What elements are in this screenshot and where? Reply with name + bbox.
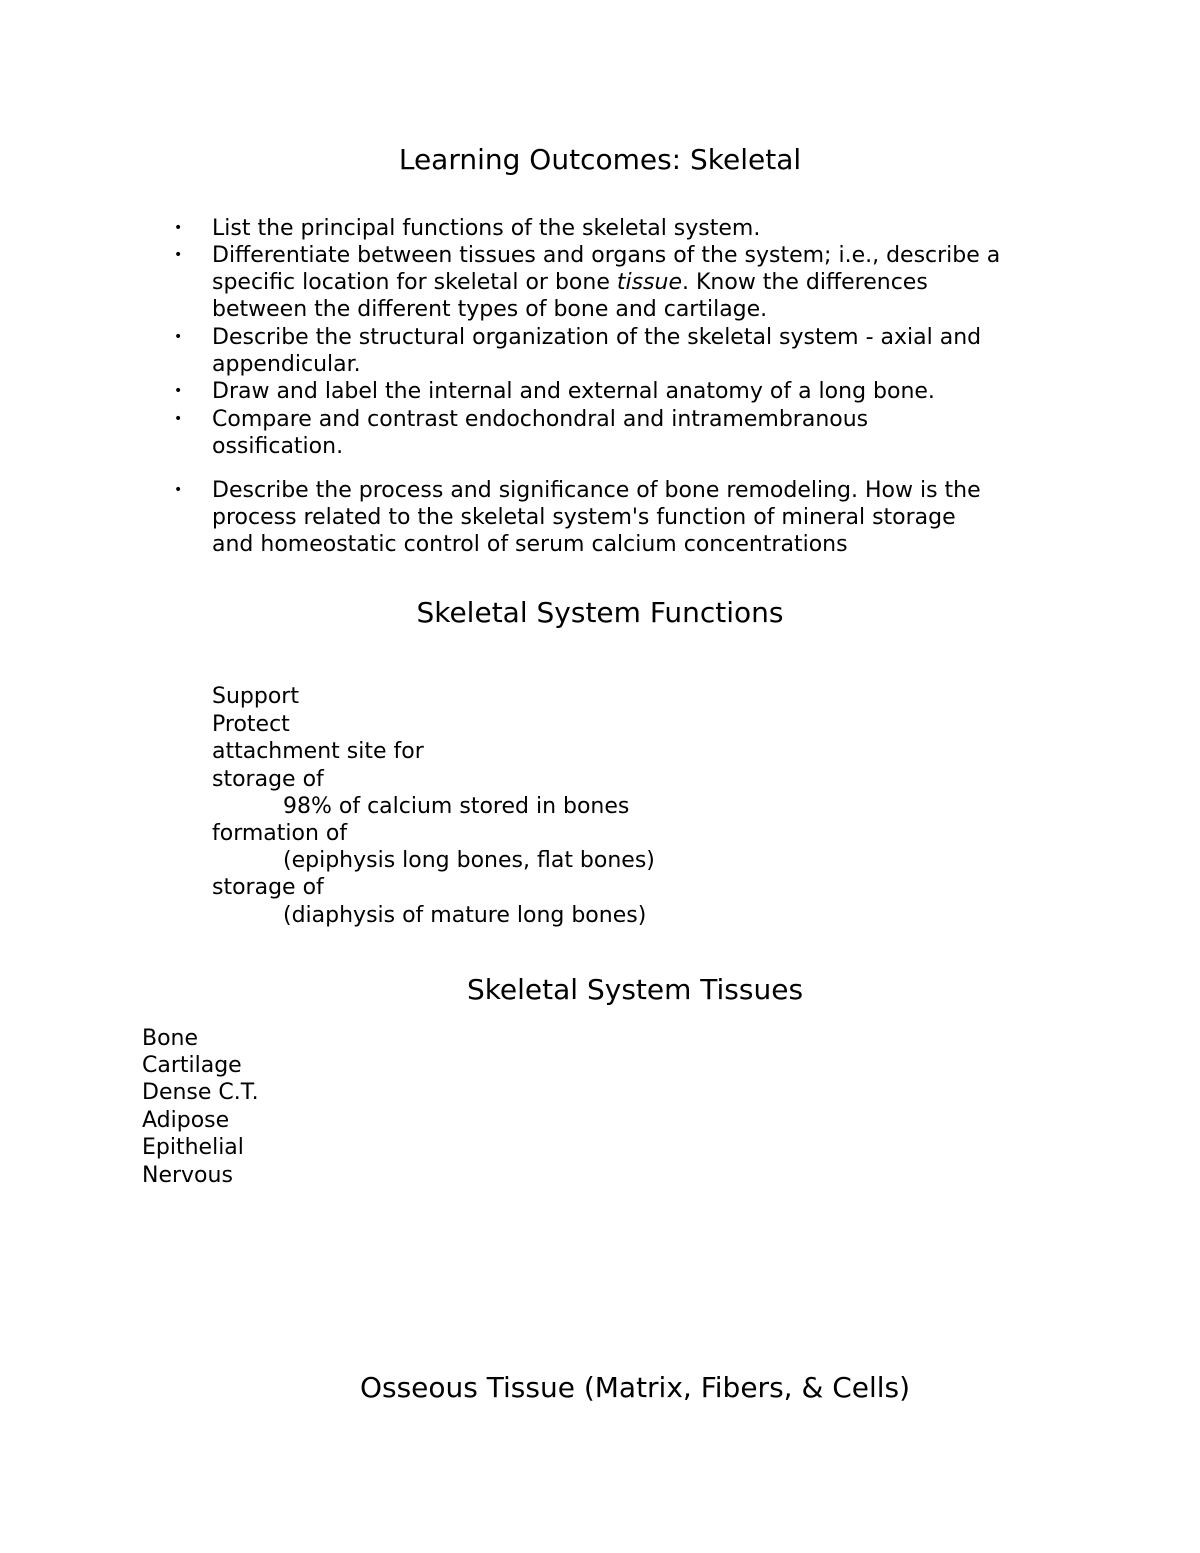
outcome-4-line-1: Draw and label the internal and external anatomy of a long bone.	[212, 379, 935, 404]
function-storage-1: storage of	[212, 767, 324, 792]
tissue-nervous: Nervous	[142, 1163, 233, 1188]
function-attachment: attachment site for	[212, 739, 424, 764]
outcome-5-line-2: ossification.	[212, 434, 344, 459]
outcome-2-line-2	[212, 269, 928, 296]
outcome-2-line-1: Differentiate between tissues and organs of the system; i.e., describe a	[212, 243, 1001, 268]
bullet-3: •	[174, 329, 183, 345]
function-diaphysis-note: (diaphysis of mature long bones)	[283, 903, 647, 928]
outcome-6-line-3: and homeostatic control of serum calcium concentrations	[212, 532, 848, 557]
tissue-cartilage: Cartilage	[142, 1053, 242, 1078]
bullet-2: •	[174, 247, 183, 263]
tissue-dense-ct: Dense C.T.	[142, 1080, 259, 1105]
outcome-2-italic-word: tissue	[616, 270, 682, 295]
outcome-1-line-1: List the principal functions of the skeletal system.	[212, 216, 761, 241]
function-support: Support	[212, 684, 299, 709]
function-formation: formation of	[212, 821, 348, 846]
outcome-2-line-3: between the different types of bone and cartilage.	[212, 297, 768, 322]
outcome-3-line-2: appendicular.	[212, 352, 361, 377]
bullet-5: •	[174, 411, 183, 427]
function-epiphysis-note: (epiphysis long bones, flat bones)	[283, 848, 655, 873]
tissue-bone: Bone	[142, 1026, 199, 1051]
function-protect: Protect	[212, 712, 290, 737]
outcome-6-line-1: Describe the process and significance of bone remodeling. How is the	[212, 478, 981, 503]
tissue-epithelial: Epithelial	[142, 1135, 244, 1160]
bullet-4: •	[174, 383, 183, 399]
tissues-heading: Skeletal System Tissues	[466, 973, 804, 1006]
outcome-2-line-2-end: . Know the differences	[682, 270, 928, 295]
bullet-6: •	[174, 482, 183, 498]
learning-outcomes-heading: Learning Outcomes: Skeletal	[398, 143, 802, 176]
osseous-heading: Osseous Tissue (Matrix, Fibers, & Cells)	[359, 1371, 911, 1404]
function-storage-2: storage of	[212, 875, 324, 900]
outcome-5-line-1: Compare and contrast endochondral and intramembranous	[212, 407, 869, 432]
function-calcium-note: 98% of calcium stored in bones	[283, 794, 630, 819]
outcome-3-line-1: Describe the structural organization of the skeletal system - axial and	[212, 325, 982, 350]
bullet-1: •	[174, 220, 183, 236]
outcome-6-line-2: process related to the skeletal system's function of mineral storage	[212, 505, 956, 530]
tissue-adipose: Adipose	[142, 1108, 230, 1133]
outcome-2-line-2-start: specific location for skeletal or bone	[212, 270, 617, 295]
functions-heading: Skeletal System Functions	[416, 596, 784, 629]
